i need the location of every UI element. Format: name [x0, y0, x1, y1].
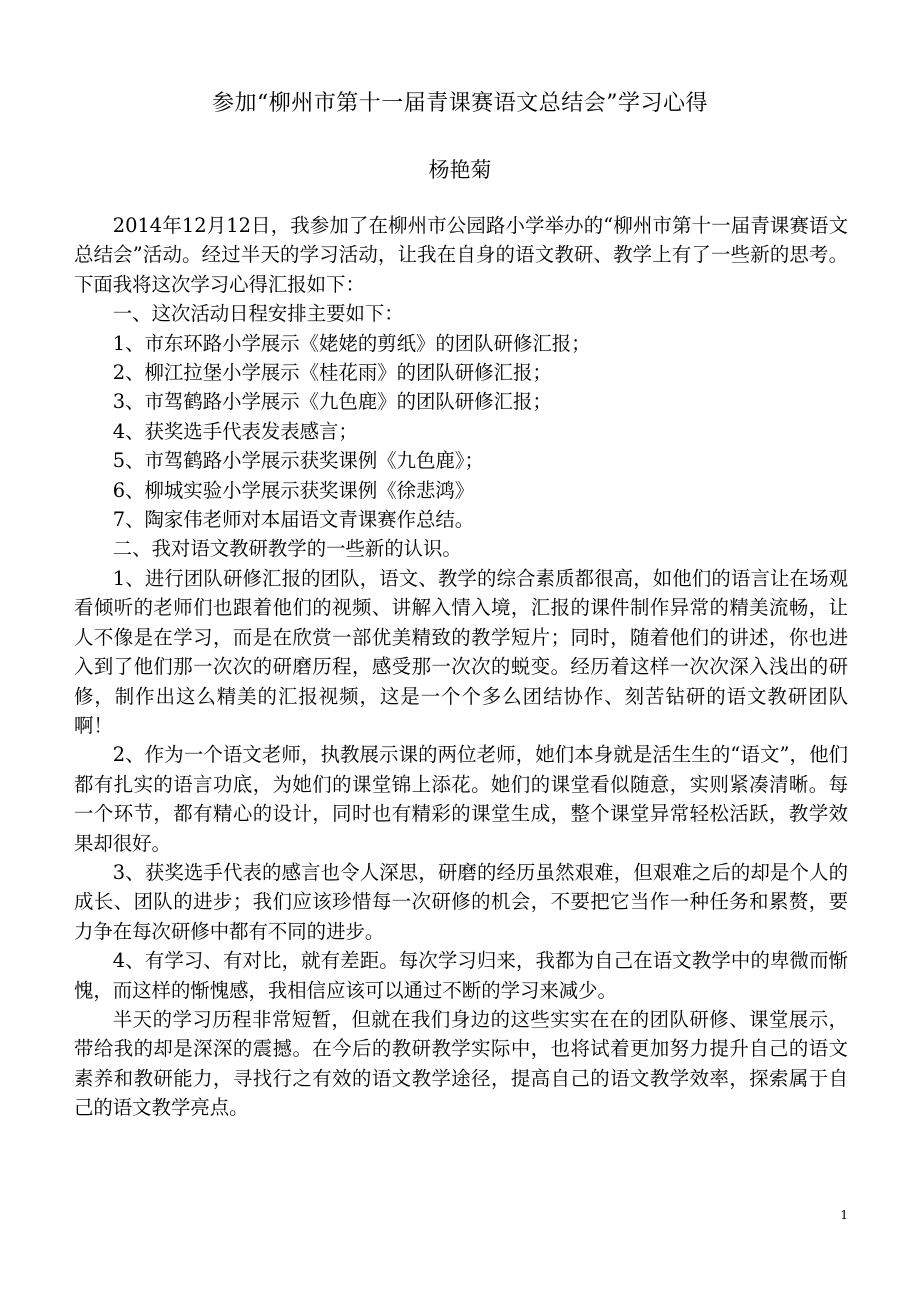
section-two-heading: 二、我对语文教研教学的一些新的认识。	[112, 537, 462, 561]
section-one-heading: 一、这次活动日程安排主要如下：	[112, 302, 404, 326]
schedule-item: 1、市东环路小学展示《姥姥的剪纸》的团队研修汇报；	[112, 331, 591, 355]
conclusion-paragraph: 半天的学习历程非常短暂，但就在我们身边的这些实实在在的团队研修、课堂展示，带给我的却是深深的震撼。在今后的教研教学实际中，也将试着更加努力提升自己的语文素养和教研能力，寻找行之有效的语文教学途径，提高自己的语文教学效率，探索属于自己的语文教学亮点。	[74, 1007, 848, 1120]
insight-paragraph: 2、作为一个语文老师，执教展示课的两位老师，她们本身就是活生生的“语文”，他们都有扎实的语言功底，为她们的课堂锦上添花。她们的课堂看似随意，实则紧凑清晰。每一个环节，都有精心的设计，同时也有精彩的课堂生成，整个课堂异常轻松活跃，教学效果却很好。	[74, 743, 848, 855]
schedule-item: 6、柳城实验小学展示获奖课例《徐悲鸿》	[112, 478, 475, 502]
schedule-item: 7、陶家伟老师对本届语文青课赛作总结。	[112, 508, 475, 532]
intro-paragraph: 2014年12月12日，我参加了在柳州市公园路小学举办的“柳州市第十一届青课赛语文总结会”活动。经过半天的学习活动，让我在自身的语文教研、教学上有了一些新的思考。下面我将这次学习心得汇报如下：	[74, 214, 848, 296]
schedule-item: 5、市驾鹤路小学展示获奖课例《九色鹿》；	[112, 449, 484, 473]
insight-paragraph: 3、获奖选手代表的感言也令人深思，研磨的经历虽然艰难，但艰难之后的却是个人的成长、团队的进步；我们应该珍惜每一次研修的机会，不要把它当作一种任务和累赘，要力争在每次研修中都有不同的进步。	[74, 860, 848, 943]
document-body	[74, 211, 848, 1123]
document-title: 参加“柳州市第十一届青课赛语文总结会”学习心得	[212, 91, 708, 116]
insight-paragraph: 1、进行团队研修汇报的团队，语文、教学的综合素质都很高，如他们的语言让在场观看倾听的老师们也跟着他们的视频、讲解入情入境，汇报的课件制作异常的精美流畅，让人不像是在学习，而是在欣赏一部优美精致的教学短片；同时，随着他们的讲述，你也进入到了他们那一次次的研磨历程，感受那一次次的蜕变。经历着这样一次次深入浅出的研修，制作出这么精美的汇报视频，这是一个个多么团结协作、刻苦钻研的语文教研团队啊！	[74, 566, 848, 737]
schedule-item: 2、柳江拉堡小学展示《桂花雨》的团队研修汇报；	[112, 361, 552, 385]
insight-paragraph: 4、有学习、有对比，就有差距。每次学习归来，我都为自己在语文教学中的卑微而惭愧，而这样的惭愧感，我相信应该可以通过不断的学习来减少。	[74, 949, 848, 1002]
schedule-item: 3、市驾鹤路小学展示《九色鹿》的团队研修汇报；	[112, 390, 552, 414]
schedule-item: 4、获奖选手代表发表感言；	[112, 419, 358, 443]
document-author: 杨艳菊	[428, 158, 492, 182]
page-number: 1	[840, 1208, 848, 1222]
